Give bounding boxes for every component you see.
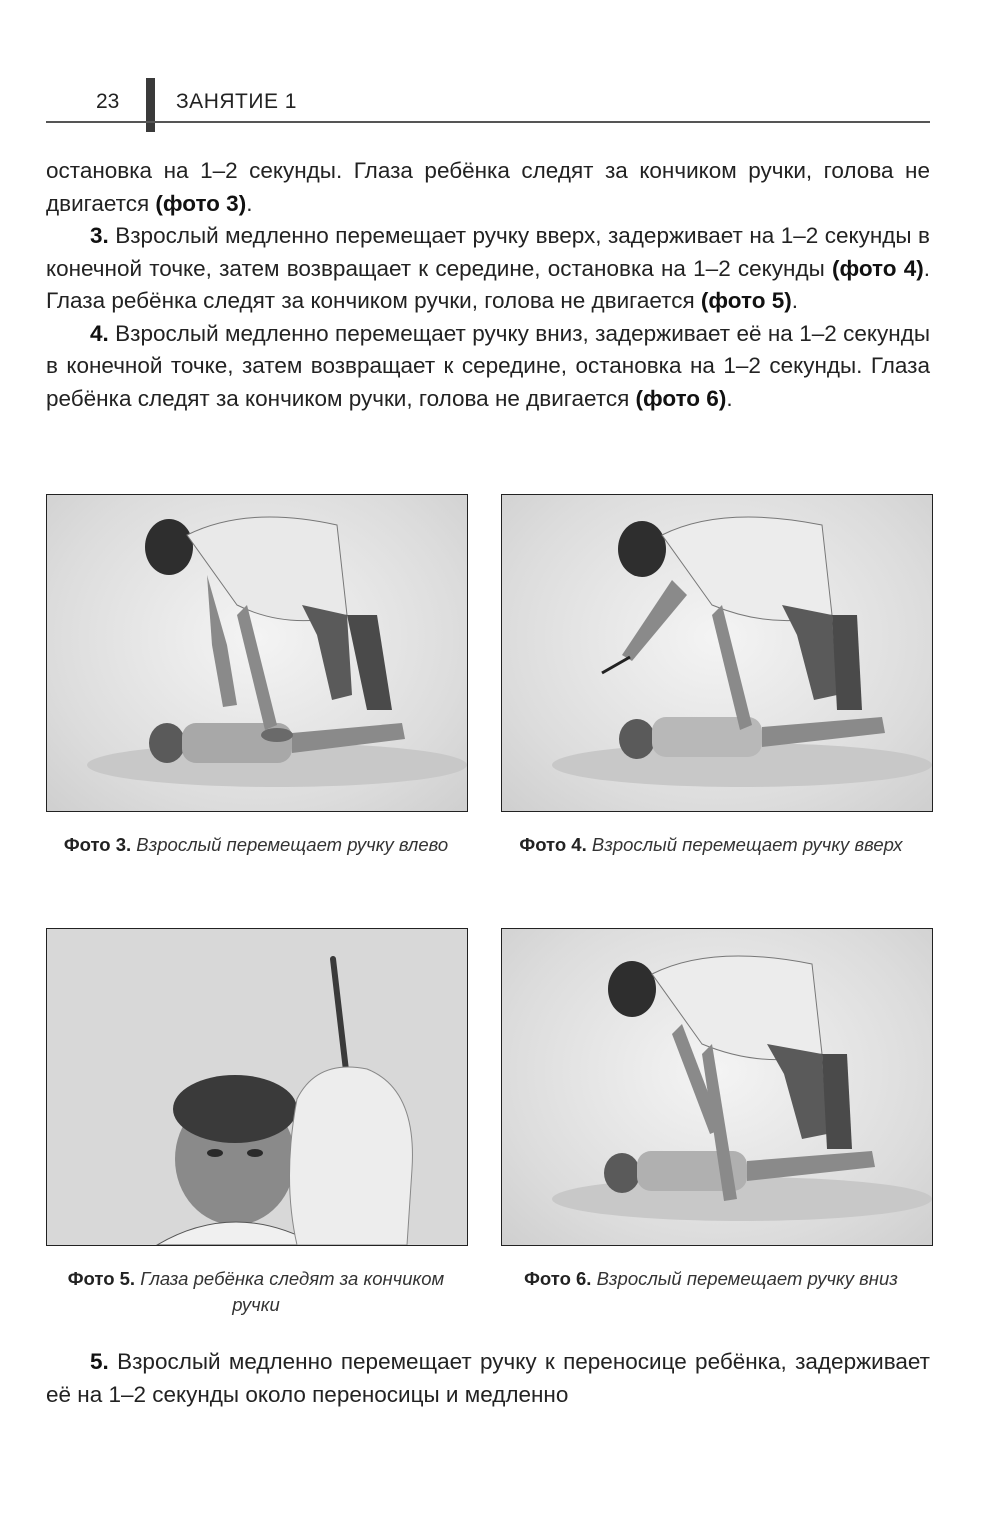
photo-3-label: Фото 3. xyxy=(63,834,132,855)
paragraph-step-5: 5. Взрослый медленно перемещает ручку к переносице ребёнка, задерживает её на 1–2 секунды около переносицы и медленно xyxy=(46,1349,930,1407)
photo-4-image xyxy=(501,494,933,812)
photo-3-caption-text: Взрослый перемещает ручку влево xyxy=(136,834,449,855)
photo-6-image xyxy=(501,928,933,1246)
body-text-bottom xyxy=(46,1346,930,1411)
page-number: 23 xyxy=(96,90,120,113)
photo-4-caption xyxy=(501,832,921,858)
paragraph-step-3: 3. Взрослый медленно перемещает ручку вверх, задерживает на 1–2 секунды в конечной точке, затем возвращает к середине, остановка на 1–2 секунды (фото 4). Глаза ребёнка следят за кончиком ручки, голова не двигается (фото 5). xyxy=(46,223,930,313)
step-number: 3. xyxy=(90,223,109,248)
paragraph-continuation: остановка на 1–2 секунды. Глаза ребёнка следят за кончиком ручки, голова не двигается (фото 3). xyxy=(46,158,930,216)
header-rule xyxy=(46,121,930,123)
photo-6-caption xyxy=(501,1266,921,1292)
photo-5-image xyxy=(46,928,468,1246)
photo-6-label: Фото 6. xyxy=(524,1268,592,1289)
photo-5-caption-text: Глаза ребёнка следят за кончиком ручки xyxy=(140,1268,445,1315)
photo-reference: (фото 5) xyxy=(700,288,792,313)
body-text-top xyxy=(46,155,930,415)
photo-5-label: Фото 5. xyxy=(67,1268,136,1289)
photo-reference: (фото 4) xyxy=(831,255,924,281)
header-divider-bar xyxy=(146,78,155,132)
photo-reference: (фото 6) xyxy=(635,385,727,411)
photo-6-caption-text: Взрослый перемещает ручку вниз xyxy=(596,1268,898,1289)
photo-3-caption xyxy=(46,832,466,858)
page-header xyxy=(46,78,930,132)
chapter-title: ЗАНЯТИЕ 1 xyxy=(176,90,297,113)
step-number: 5. xyxy=(90,1349,109,1374)
paragraph-step-4: 4. Взрослый медленно перемещает ручку вниз, задерживает её на 1–2 секунды в конечной точке, затем возвращает к середине, остановка на 1–2 секунды. Глаза ребёнка следят за кончиком ручки, голова не двигается (фото 6). xyxy=(46,320,930,411)
photo-4-label: Фото 4. xyxy=(519,834,587,855)
photo-3-image xyxy=(46,494,468,812)
photo-reference: (фото 3) xyxy=(155,190,247,216)
photo-5-caption xyxy=(46,1266,466,1318)
photo-4-caption-text: Взрослый перемещает ручку вверх xyxy=(591,834,903,855)
step-number: 4. xyxy=(90,320,109,346)
